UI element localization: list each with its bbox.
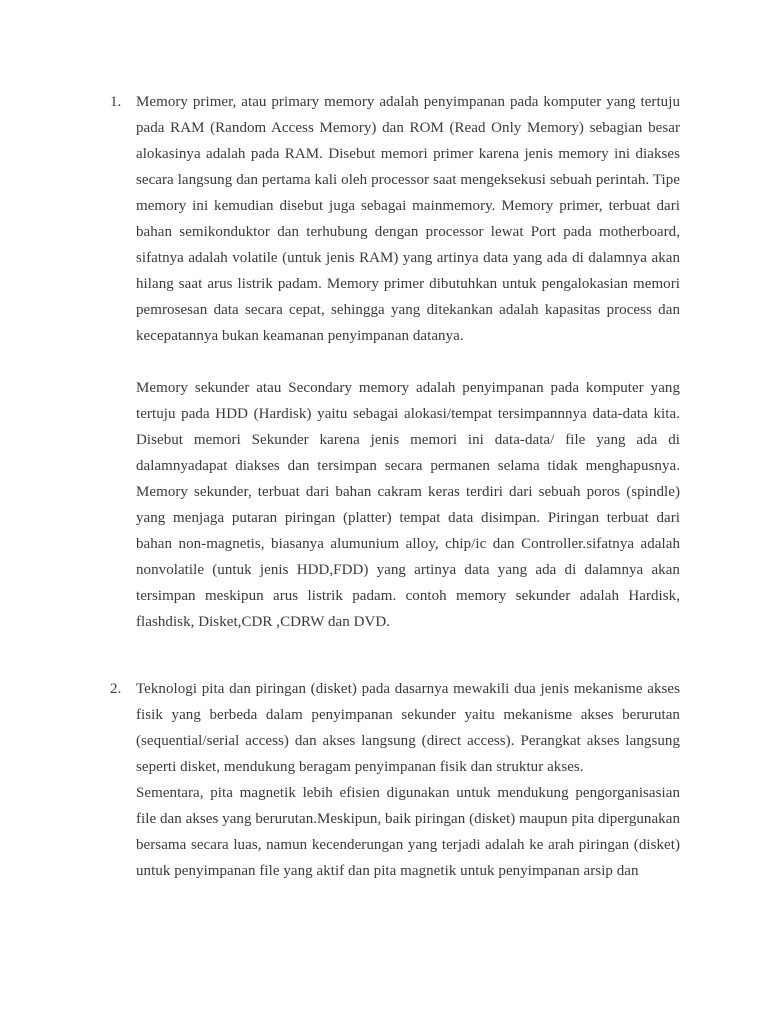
list-item-1 [110,89,680,635]
list-number: 2. [110,681,122,697]
paragraph-gap [110,349,680,375]
paragraph-teknologi-pita: Teknologi pita dan piringan (disket) pada dasarnya mewakili dua jenis mekanisme akses fisik yang berbeda dalam penyimpanan sekunder yaitu mekanisme akses berurutan (sequential/serial access) dan akses langsung (direct access). Perangkat akses langsung seperti disket, mendukung beragam penyimpanan fisik dan struktur akses. [136,681,680,775]
paragraph-pita-magnetik: Sementara, pita magnetik lebih efisien digunakan untuk mendukung pengorganisasian file dan akses yang berurutan.Meskipun, baik piringan (disket) maupun pita dipergunakan bersama secara luas, namun kecenderungan yang terjadi adalah ke arah piringan (disket) untuk penyimpanan file yang aktif dan pita magnetik untuk penyimpanan arsip dan [136,785,680,879]
paragraph-memory-primer: Memory primer, atau primary memory adalah penyimpanan pada komputer yang tertuju pada RAM (Random Access Memory) dan ROM (Read Only Memory) sebagian besar alokasinya adalah pada RAM. Disebut memori primer karena jenis memory ini diakses secara langsung dan pertama kali oleh processor saat mengeksekusi sebuah perintah. Tipe memory ini kemudian disebut juga sebagai mainmemory. Memory primer, terbuat dari bahan semikonduktor dan terhubung dengan processor lewat Port pada motherboard, sifatnya adalah volatile (untuk jenis RAM) yang artinya data yang ada di dalamnya akan hilang saat arus listrik padam. Memory primer dibutuhkan untuk pengalokasian memori pemrosesan data secara cepat, sehingga yang ditekankan adalah kapasitas process dan kecepatannya bukan keamanan penyimpanan datanya. [136,94,680,344]
paragraph-memory-sekunder: Memory sekunder atau Secondary memory adalah penyimpanan pada komputer yang tertuju pada HDD (Hardisk) yaitu sebagai alokasi/tempat tersimpannnya data-data kita. Disebut memori Sekunder karena jenis memori ini data-data/ file yang ada di dalamnyadapat diakses dan tersimpan secara permanen selama tidak menghapusnya. Memory sekunder, terbuat dari bahan cakram keras terdiri dari sebuah poros (spindle) yang menjaga putaran piringan (platter) tempat data disimpan. Piringan terbuat dari bahan non-magnetis, biasanya alumunium alloy, chip/ic dan Controller.sifatnya adalah nonvolatile (untuk jenis HDD,FDD) yang artinya data yang ada di dalamnya akan tersimpan meskipun arus listrik padam. contoh memory sekunder adalah Hardisk, flashdisk, Disket,CDR ,CDRW dan DVD. [136,380,680,630]
list-item-2 [110,676,680,884]
list-number: 1. [110,94,122,110]
